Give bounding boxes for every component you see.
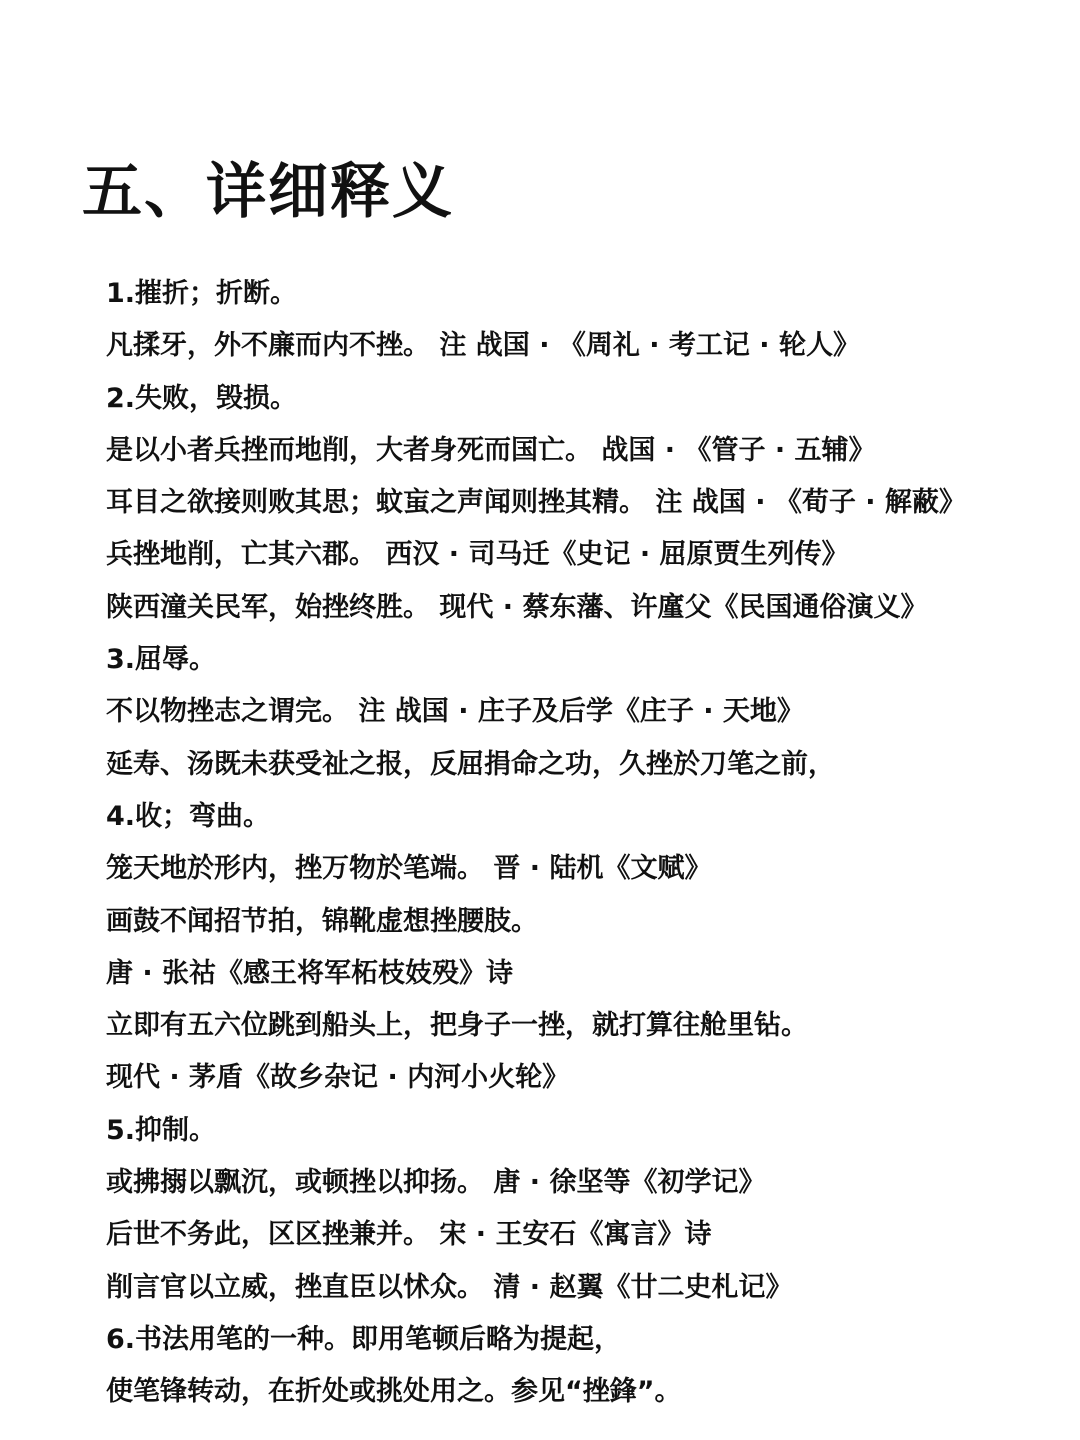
example-line: 后世不务此，区区挫兼并。 宋 · 王安石《寓言》诗 [106, 1219, 712, 1251]
definition-heading: 5.抑制。 [106, 1114, 217, 1146]
definition-list [106, 268, 1076, 1419]
example-line: 不以物挫志之谓完。 注 战国 · 庄子及后学《庄子 · 天地》 [106, 696, 804, 728]
example-source: 唐 · 张祜《感王将军柘枝妓殁》诗 [106, 957, 514, 989]
example-line: 延寿、汤既未获受祉之报，反屈捐命之功，久挫於刀笔之前， [106, 748, 835, 780]
example-line: 兵挫地削，亡其六郡。 西汉 · 司马迁《史记 · 屈原贾生列传》 [106, 539, 849, 571]
definition-heading: 1.摧折；折断。 [106, 278, 298, 309]
example-line: 是以小者兵挫而地削，大者身死而国亡。 战国 · 《管子 · 五辅》 [106, 434, 876, 466]
example-line: 立即有五六位跳到船头上，把身子一挫，就打算往舱里钻。 [106, 1010, 808, 1042]
definition-heading: 2.失败，毁损。 [106, 382, 298, 414]
example-line: 或拂搦以飘沉，或顿挫以抑扬。 唐 · 徐坚等《初学记》 [106, 1167, 766, 1199]
example-line: 凡揉牙，外不廉而内不挫。 注 战国 · 《周礼 · 考工记 · 轮人》 [106, 330, 860, 362]
example-source: 现代 · 茅盾《故乡杂记 · 内河小火轮》 [106, 1062, 570, 1094]
example-line: 陕西潼关民军，始挫终胜。 现代 · 蔡东藩、许廑父《民国通俗演义》 [106, 591, 928, 623]
definition-continuation: 使笔锋转动，在折处或挑处用之。参见“挫鋒”。 [106, 1376, 682, 1408]
definition-heading: 4.收；弯曲。 [106, 800, 271, 832]
example-line: 削言官以立威，挫直臣以怵众。 清 · 赵翼《廿二史札记》 [106, 1271, 793, 1303]
definition-heading: 6.书法用笔的一种。即用笔顿后略为提起， [106, 1323, 622, 1355]
example-line: 笼天地於形内，挫万物於笔端。 晋 · 陆机《文赋》 [106, 853, 712, 885]
definition-heading: 3.屈辱。 [106, 644, 217, 676]
example-line: 画鼓不闻招节拍，锦靴虚想挫腰肢。 [106, 905, 538, 937]
example-line: 耳目之欲接则败其思；蚊䖟之声闻则挫其精。 注 战国 · 《荀子 · 解蔽》 [106, 487, 966, 519]
section-title: 五、详细释义 [82, 157, 454, 227]
